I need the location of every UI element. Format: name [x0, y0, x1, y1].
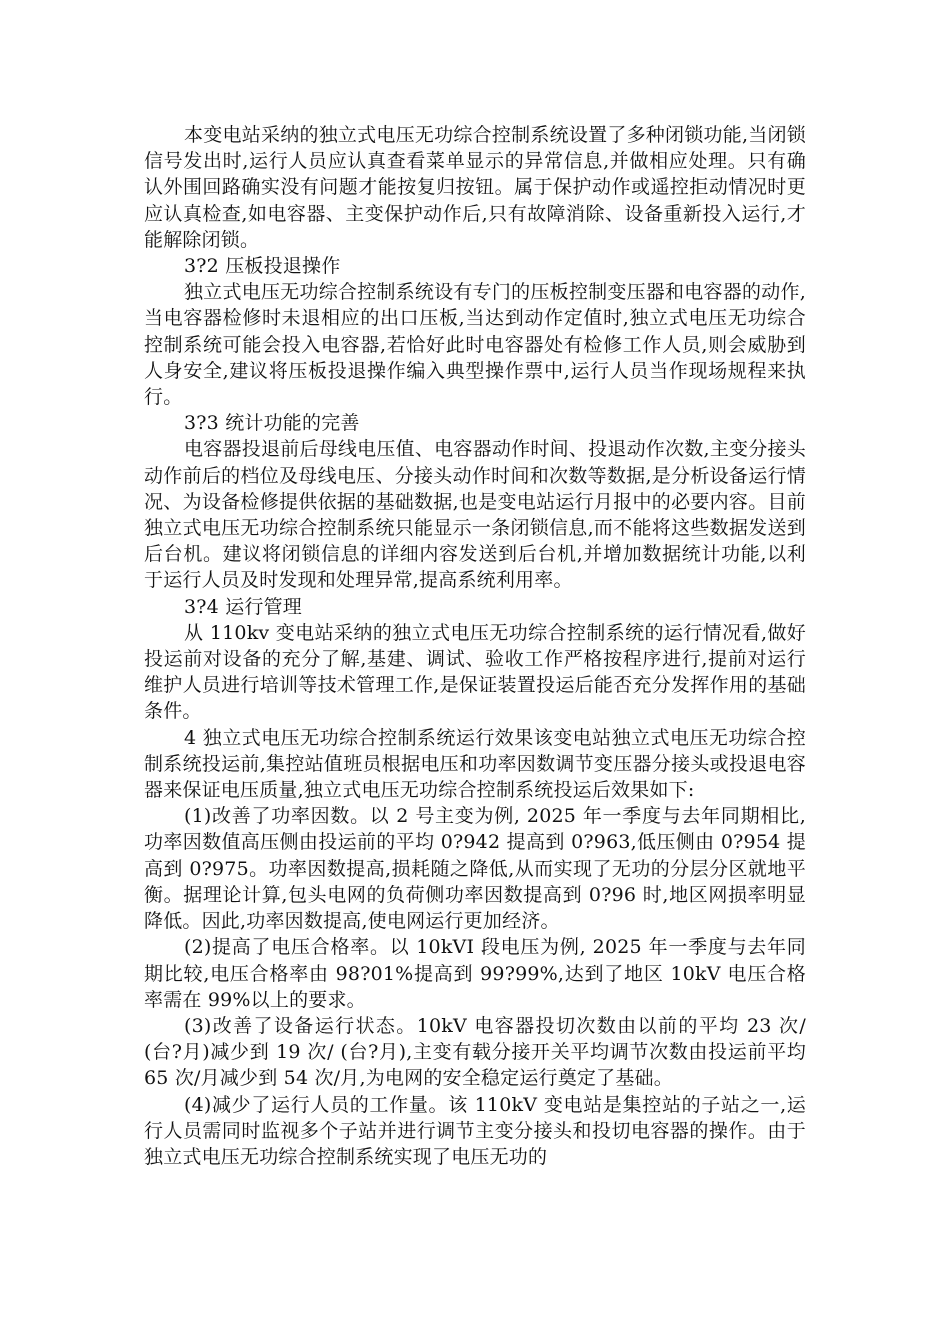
paragraph-item-4: (4)减少了运行人员的工作量。该 110kV 变电站是集控站的子站之一,运行人员需同时监视多个子站并进行调节主变分接头和投切电容器的操作。由于独立式电压无功综合控制系统实现了电压无功的	[144, 1093, 806, 1168]
paragraph-statistics: 电容器投退前后母线电压值、电容器动作时间、投退动作次数,主变分接头动作前后的档位及母线电压、分接头动作时间和次数等数据,是分析设备运行情况、为设备检修提供依据的基础数据,也是变电站运行月报中的必要内容。目前独立式电压无功综合控制系统只能显示一条闭锁信息,而不能将这些数据发送到后台机。建议将闭锁信息的详细内容发送到后台机,并增加数据统计功能,以利于运行人员及时发现和处理异常,提高系统利用率。	[144, 438, 806, 592]
paragraph-operation-management: 从 110kv 变电站采纳的独立式电压无功综合控制系统的运行情况看,做好投运前对设备的充分了解,基建、调试、验收工作严格按程序进行,提前对运行维护人员进行培训等技术管理工作,是保证装置投运后能否充分发挥作用的基础条件。	[144, 621, 806, 723]
paragraph-item-3: (3)改善了设备运行状态。10kV 电容器投切次数由以前的平均 23 次/ (台?月)减少到 19 次/ (台?月),主变有载分接开关平均调节次数由投运前平均 65 次/月减少到 54 次/月,为电网的安全稳定运行奠定了基础。	[144, 1014, 806, 1090]
document-body	[144, 122, 806, 1170]
section-heading-3-4: 3?4 运行管理	[184, 595, 303, 618]
paragraph-item-1: (1)改善了功率因数。以 2 号主变为例, 2025 年一季度与去年同期相比,功率因数值高压侧由投运前的平均 0?942 提高到 0?963,低压侧由 0?954 提高到 0?975。功率因数提高,损耗随之降低,从而实现了无功的分层分区就地平衡。据理论计算,包头电网的负荷侧功率因数提高到 0?96 时,地区网损率明显降低。因此,功率因数提高,使电网运行更加经济。	[144, 805, 806, 933]
paragraph-lockout-function: 本变电站采纳的独立式电压无功综合控制系统设置了多种闭锁功能,当闭锁信号发出时,运行人员应认真查看菜单显示的异常信息,并做相应处理。只有确认外围回路确实没有问题才能按复归按钮。属于保护动作或遥控拒动情况时更应认真检查,如电容器、主变保护动作后,只有故障消除、设备重新投入运行,才能解除闭锁。	[144, 124, 806, 251]
paragraph-item-2: (2)提高了电压合格率。以 10kVI 段电压为例, 2025 年一季度与去年同期比较,电压合格率由 98?01%提高到 99?99%,达到了地区 10kV 电压合格率需在 99%以上的要求。	[144, 936, 806, 1011]
section-heading-3-2: 3?2 压板投退操作	[184, 255, 341, 278]
paragraph-pressure-plate: 独立式电压无功综合控制系统设有专门的压板控制变压器和电容器的动作,当电容器检修时未退相应的出口压板,当达到动作定值时,独立式电压无功综合控制系统可能会投入电容器,若恰好此时电容器处有检修工作人员,则会威胁到人身安全,建议将压板投退操作编入典型操作票中,运行人员当作现场规程来执行。	[144, 281, 806, 409]
paragraph-section-4-intro: 4 独立式电压无功综合控制系统运行效果该变电站独立式电压无功综合控制系统投运前,集控站值班员根据电压和功率因数调节变压器分接头或投退电容器来保证电压质量,独立式电压无功综合控制系统投运后效果如下:	[144, 726, 806, 802]
section-heading-3-3: 3?3 统计功能的完善	[184, 412, 360, 435]
